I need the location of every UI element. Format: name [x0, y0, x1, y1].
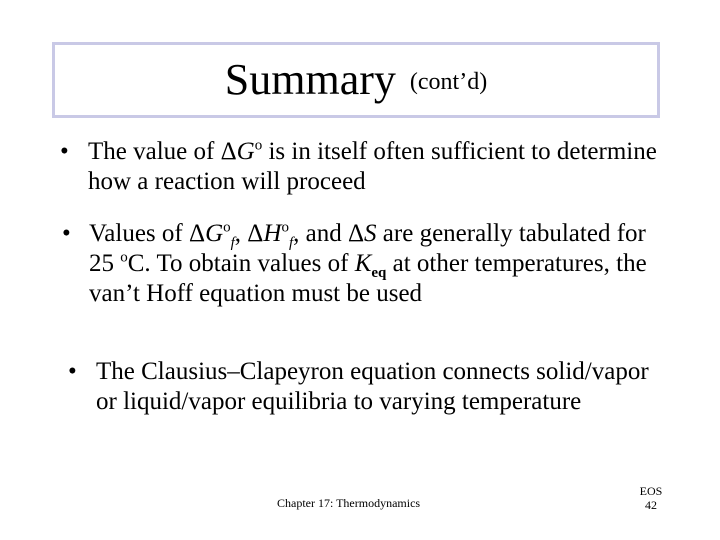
- bullet-vant-hoff: [62, 219, 662, 309]
- slide-subtitle: (cont’d): [409, 69, 488, 95]
- footer-chapter: Chapter 17: Thermodynamics: [277, 496, 421, 510]
- bullet-clausius-clapeyron: [68, 357, 668, 417]
- bullet-text: Values of $\Delta G^o_f$, $\Delta H^o_f$, and ΔS are generally tabulated for 25 $^o$C. To obtain values of $K_{eq}$ at other temperatures, the van’t Hoff equation must be used: [89, 219, 647, 307]
- bullet-dot: •: [62, 220, 71, 247]
- bullet-text: The Clausius–Clapeyron equation connects solid/vapor or liquid/vapor equilibria to varying temperature: [96, 358, 649, 415]
- bullet-dot: •: [68, 358, 77, 385]
- title-box: [52, 42, 660, 118]
- bullet-text: The value of $\Delta G^o$ is in itself often sufficient to determine how a reaction will proceed: [88, 137, 657, 195]
- bullet-dot: •: [60, 138, 69, 165]
- bullet-gibbs-sufficient: [60, 137, 660, 197]
- footer-eos: EOS: [639, 484, 663, 498]
- footer-page-number: 42: [645, 498, 657, 512]
- slide-title: Summary: [224, 55, 396, 104]
- footer-page-block: [636, 484, 666, 512]
